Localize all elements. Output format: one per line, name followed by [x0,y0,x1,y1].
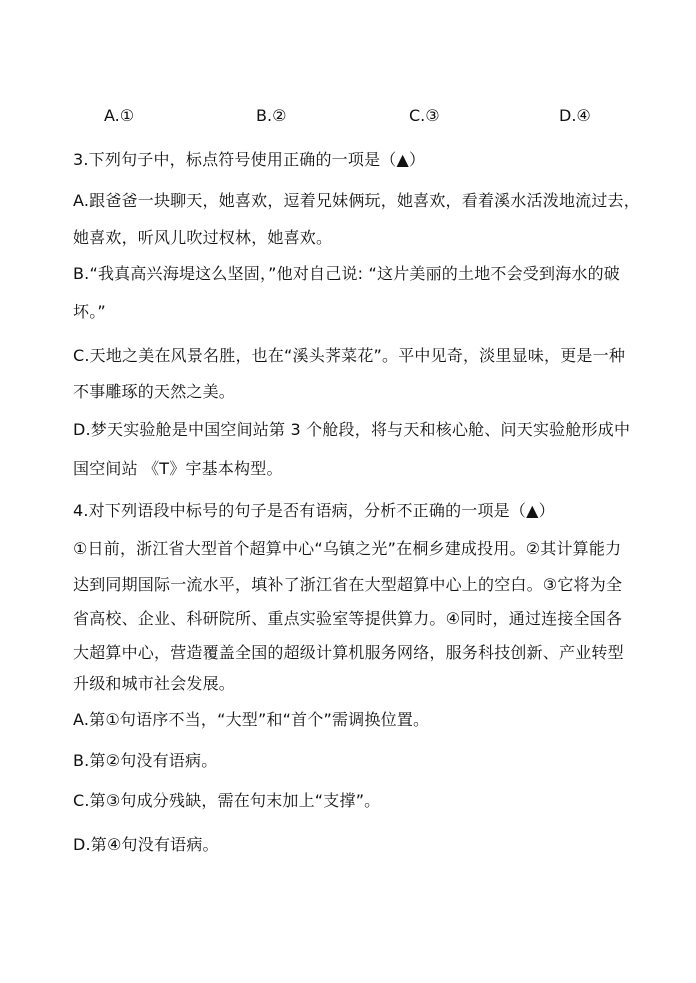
question-4-passage-line-2: 达到同期国际一流水平，填补了浙江省在大型超算中心上的空白。③它将为全 [73,575,623,594]
option-d: D.④ [559,106,591,125]
question-4-passage-line-4: 大超算中心，营造覆盖全国的超级计算机服务网络，服务科技创新、产业转型 [73,643,624,662]
question-3-option-b-line-1: B.“我真高兴海堤这么坚固，”他对自己说: “这片美丽的土地不会受到海水的破 [73,264,621,283]
question-4-option-d: D.第④句没有语病。 [73,835,219,854]
question-4-passage-line-5: 升级和城市社会发展。 [73,674,236,693]
question-2-options [0,104,696,128]
question-4-option-c: C.第③句成分残缺，需在句末加上“支撑”。 [73,791,381,810]
question-4-option-a: A.第①句语序不当，“大型”和“首个”需调换位置。 [73,710,430,729]
question-3-option-d-line-2: 国空间站 《T》宇基本构型。 [73,459,283,478]
option-c: C.③ [409,106,440,125]
option-b: B.② [256,106,287,125]
question-3-option-c-line-1: C.天地之美在风景名胜，也在“溪头荠菜花”。平中见奇，淡里显味，更是一种 [73,346,626,365]
question-3-option-c-line-2: 不事雕琢的天然之美。 [73,382,236,401]
question-4-option-b: B.第②句没有语病。 [73,751,218,770]
question-4-passage-line-3: 省高校、企业、科研院所、重点实验室等提供算力。④同时，通过连接全国各 [73,609,623,628]
question-4-passage-line-1: ①日前，浙江省大型首个超算中心“乌镇之光”在桐乡建成投用。②其计算能力 [73,539,622,558]
question-3-stem: 3.下列句子中，标点符号使用正确的一项是（▲） [73,150,426,169]
option-a: A.① [104,106,135,125]
question-3-option-b-line-2: 坏。” [73,302,106,321]
question-4-stem: 4.对下列语段中标号的句子是否有语病，分析不正确的一项是（▲） [73,501,555,520]
question-3-option-a-line-1: A.跟爸爸一块聊天，她喜欢，逗着兄妹俩玩，她喜欢，看着溪水活泼地流过去， [73,191,640,210]
question-3-option-d-line-1: D.梦天实验舱是中国空间站第 3 个舱段，将与天和核心舱、问天实验舱形成中 [73,420,631,439]
question-3-option-a-line-2: 她喜欢，听风儿吹过杈林，她喜欢。 [73,228,333,247]
